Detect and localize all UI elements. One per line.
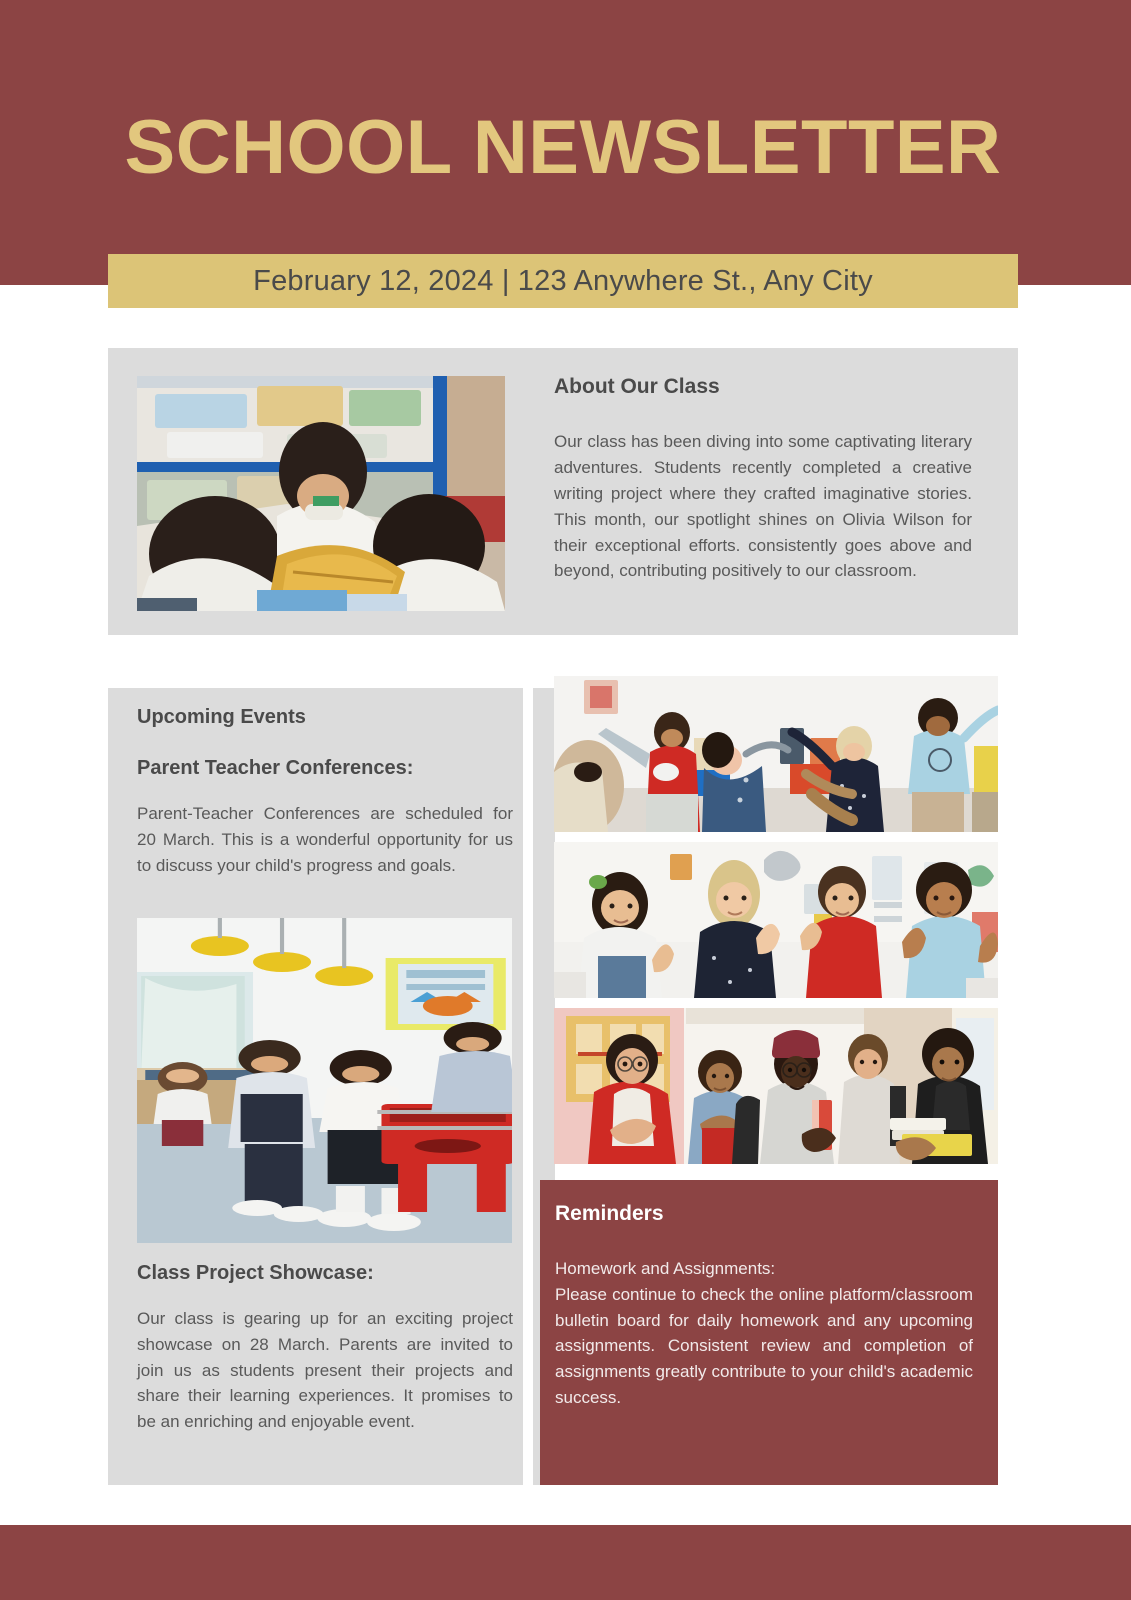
reminders-subheading: Homework and Assignments: <box>555 1259 776 1278</box>
events-heading: Upcoming Events <box>137 706 306 728</box>
conference-body: Parent-Teacher Conferences are scheduled for 20 March. This is a wonderful opportunity for us to discuss your child's progress and goals. <box>137 804 513 875</box>
gallery-photo-clapping <box>554 842 998 998</box>
showcase-body: Our class is gearing up for an exciting project showcase on 28 March. Parents are invited to join us as students present their projects and share their learning experiences. It promises to be an enriching and enjoyable event. <box>137 1309 513 1432</box>
dateline-text: February 12, 2024 | 123 Anywhere St., Any City <box>253 264 873 297</box>
footer-band <box>0 1525 1131 1600</box>
page-title: SCHOOL NEWSLETTER <box>124 105 1002 190</box>
dateline-band <box>108 254 1018 308</box>
about-our-class-panel <box>108 348 1018 635</box>
gallery-photo-hallway <box>554 1008 998 1164</box>
about-text-column <box>554 374 972 584</box>
reminders-panel <box>540 1180 998 1485</box>
events-photo-row <box>137 918 512 1243</box>
events-text-column <box>137 706 513 878</box>
showcase-heading: Class Project Showcase: <box>137 1262 374 1284</box>
events-photo-foosball <box>331 918 512 1243</box>
gallery-photo-stretching <box>554 676 998 832</box>
reminders-body: Please continue to check the online platform/classroom bulletin board for daily homework and any upcoming assignments. Consistent review and completion of assignments greatly contribute to your child's academic success. <box>555 1284 973 1408</box>
about-body: Our class has been diving into some captivating literary adventures. Students recently completed a creative writing project where they crafted imaginative stories. This month, our spotlight shines on Olivia Wilson for their exceptional efforts. consistently goes above and beyond, contributing positively to our classroom. <box>554 432 972 581</box>
reminders-heading: Reminders <box>555 1202 664 1225</box>
reminders-inner <box>555 1202 973 1411</box>
conference-heading: Parent Teacher Conferences: <box>137 757 414 779</box>
class-project-showcase-block <box>137 1262 513 1435</box>
about-heading: About Our Class <box>554 375 720 398</box>
about-class-photo <box>137 376 505 611</box>
